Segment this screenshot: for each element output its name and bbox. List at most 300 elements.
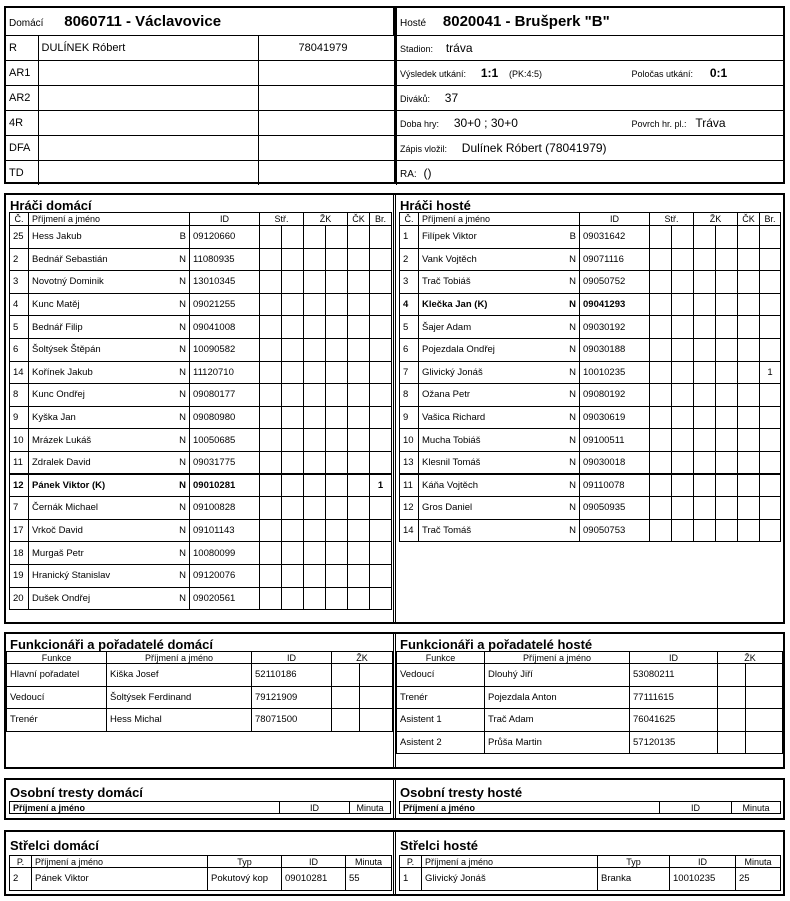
stat-cell <box>260 316 282 339</box>
player-goals <box>370 226 392 249</box>
zk-cell <box>718 731 746 754</box>
player-row <box>10 338 392 361</box>
player-row <box>10 519 392 542</box>
col-id: ID <box>670 856 736 868</box>
ra-label: RA: <box>400 168 417 180</box>
col-name: Příjmení a jméno <box>10 802 280 814</box>
spectators-label: Diváků: <box>400 93 431 104</box>
scorer-row <box>400 868 781 891</box>
stat-cell <box>326 542 348 565</box>
functionary-id: 52110186 <box>252 664 332 687</box>
functionary-name: Průša Martin <box>485 731 630 754</box>
home-players-title: Hráči domácí <box>10 198 92 213</box>
player-number: 8 <box>10 384 29 407</box>
player-type: N <box>556 519 580 542</box>
player-goals <box>760 406 781 429</box>
player-name: Murgaš Petr <box>29 542 166 565</box>
functionary-row <box>7 686 393 709</box>
player-id: 09080192 <box>580 384 650 407</box>
player-type: N <box>166 497 190 520</box>
stat-cell <box>282 587 304 610</box>
home-team: 8060711 - Václavovice <box>64 12 222 30</box>
player-number: 4 <box>10 293 29 316</box>
player-type: N <box>556 316 580 339</box>
player-name: Vrkoč David <box>29 519 166 542</box>
scorer-name: Glivický Jonáš <box>422 868 598 891</box>
functionary-name: Kiška Josef <box>107 664 252 687</box>
away-label: Hosté <box>400 17 427 29</box>
player-id: 09041293 <box>580 293 650 316</box>
player-id: 09030619 <box>580 406 650 429</box>
player-goals <box>370 361 392 384</box>
stat-cell <box>326 564 348 587</box>
player-number: 19 <box>10 564 29 587</box>
col-name: Příjmení a jméno <box>485 652 630 664</box>
col-name: Příjmení a jméno <box>400 802 660 814</box>
functionary-role: Asistent 2 <box>397 731 485 754</box>
stat-cell <box>304 293 326 316</box>
player-row <box>10 406 392 429</box>
stat-cell <box>694 226 716 249</box>
match-header <box>4 6 785 184</box>
col-id: ID <box>252 652 332 664</box>
player-number: 6 <box>10 338 29 361</box>
zk-cell <box>746 664 783 687</box>
player-number: 10 <box>400 429 419 452</box>
official-role: TD <box>6 160 38 185</box>
player-id: 09020561 <box>190 587 260 610</box>
stat-cell <box>694 497 716 520</box>
col-str: Stř. <box>260 213 304 226</box>
col-str: Stř. <box>650 213 694 226</box>
surface-label: Povrch hr. pl.: <box>631 118 687 129</box>
official-name <box>38 160 258 185</box>
stat-cell <box>348 226 370 249</box>
player-goals <box>370 316 392 339</box>
zk-cell <box>746 686 783 709</box>
official-id <box>258 85 394 110</box>
stat-cell <box>716 384 738 407</box>
player-id: 09100511 <box>580 429 650 452</box>
player-name: Černák Michael <box>29 497 166 520</box>
player-type: N <box>556 384 580 407</box>
stat-cell <box>348 316 370 339</box>
stat-cell <box>260 406 282 429</box>
player-number: 12 <box>400 497 419 520</box>
stat-cell <box>304 361 326 384</box>
stat-cell <box>260 587 282 610</box>
player-id: 09120076 <box>190 564 260 587</box>
scorer-type: Branka <box>598 868 670 891</box>
stat-cell <box>738 406 760 429</box>
scorer-p: 2 <box>10 868 32 891</box>
stat-cell <box>694 451 716 474</box>
col-zk: ŽK <box>718 652 783 664</box>
home-officials-table <box>6 8 394 185</box>
stat-cell <box>672 451 694 474</box>
player-row <box>10 474 392 497</box>
col-name: Příjmení a jméno <box>29 213 190 226</box>
col-minute: Minuta <box>346 856 392 868</box>
stat-cell <box>282 361 304 384</box>
stadium-value: tráva <box>445 40 473 55</box>
stat-cell <box>326 474 348 497</box>
stat-cell <box>282 564 304 587</box>
player-number: 14 <box>400 519 419 542</box>
col-id: ID <box>580 213 650 226</box>
stat-cell <box>326 497 348 520</box>
official-role: 4R <box>6 110 38 135</box>
player-number: 11 <box>400 474 419 497</box>
player-type: N <box>166 519 190 542</box>
official-name <box>38 110 258 135</box>
stat-cell <box>716 406 738 429</box>
stat-cell <box>260 226 282 249</box>
away-penalties-table <box>399 801 781 814</box>
col-minute: Minuta <box>350 802 391 814</box>
stat-cell <box>260 474 282 497</box>
away-scorers-title: Střelci hosté <box>400 838 479 853</box>
player-type: N <box>556 406 580 429</box>
official-role: AR1 <box>6 60 38 85</box>
functionary-id: 76041625 <box>630 709 718 732</box>
stat-cell <box>304 248 326 271</box>
away-players-title: Hráči hosté <box>400 198 471 213</box>
official-id <box>258 160 394 185</box>
player-name: Bednář Sebastián <box>29 248 166 271</box>
player-goals <box>370 248 392 271</box>
stat-cell <box>348 587 370 610</box>
player-row <box>10 384 392 407</box>
stat-cell <box>348 271 370 294</box>
stat-cell <box>672 248 694 271</box>
stat-cell <box>304 564 326 587</box>
stat-cell <box>738 271 760 294</box>
penalties-section <box>4 778 785 820</box>
stat-cell <box>326 451 348 474</box>
scorer-id: 09010281 <box>282 868 346 891</box>
col-p: P. <box>400 856 422 868</box>
player-goals <box>760 451 781 474</box>
official-row <box>6 110 394 135</box>
official-role: AR2 <box>6 85 38 110</box>
stat-cell <box>694 361 716 384</box>
duration-value: 30+0 ; 30+0 <box>453 115 518 130</box>
stat-cell <box>282 271 304 294</box>
functionary-name: Šoltýsek Ferdinand <box>107 686 252 709</box>
stat-cell <box>672 384 694 407</box>
stat-cell <box>716 361 738 384</box>
player-row <box>400 519 781 542</box>
col-id: ID <box>660 802 732 814</box>
player-type: N <box>166 542 190 565</box>
player-goals <box>760 226 781 249</box>
stat-cell <box>694 248 716 271</box>
player-type: N <box>166 406 190 429</box>
official-name: DULÍNEK Róbert <box>38 35 258 60</box>
player-type: N <box>556 271 580 294</box>
player-goals <box>760 316 781 339</box>
stat-cell <box>304 451 326 474</box>
player-row <box>10 271 392 294</box>
stat-cell <box>738 384 760 407</box>
home-functionaries-table <box>6 651 393 732</box>
player-goals: 1 <box>370 474 392 497</box>
player-type: N <box>166 361 190 384</box>
zk-cell <box>746 709 783 732</box>
functionary-row <box>397 664 783 687</box>
player-id: 09101143 <box>190 519 260 542</box>
player-id: 09030192 <box>580 316 650 339</box>
player-goals <box>370 293 392 316</box>
functionary-id: 53080211 <box>630 664 718 687</box>
player-row <box>10 542 392 565</box>
official-id: 78041979 <box>258 35 394 60</box>
player-row <box>10 587 392 610</box>
stat-cell <box>650 316 672 339</box>
away-penalties-title: Osobní tresty hosté <box>400 785 523 800</box>
stat-cell <box>672 316 694 339</box>
zk-cell <box>360 664 393 687</box>
player-row <box>10 451 392 474</box>
player-type: N <box>556 497 580 520</box>
result-label: Výsledek utkání: <box>400 68 467 79</box>
stat-cell <box>672 271 694 294</box>
stat-cell <box>738 248 760 271</box>
player-id: 09021255 <box>190 293 260 316</box>
scorer-p: 1 <box>400 868 422 891</box>
player-id: 10010235 <box>580 361 650 384</box>
col-no: Č. <box>400 213 419 226</box>
functionary-id: 57120135 <box>630 731 718 754</box>
player-id: 09080177 <box>190 384 260 407</box>
player-number: 9 <box>400 406 419 429</box>
player-row <box>400 361 781 384</box>
player-id: 09031775 <box>190 451 260 474</box>
stat-cell <box>694 271 716 294</box>
player-goals: 1 <box>760 361 781 384</box>
player-name: Gros Daniel <box>419 497 556 520</box>
stat-cell <box>282 519 304 542</box>
stat-cell <box>304 497 326 520</box>
stat-cell <box>326 429 348 452</box>
col-type: Typ <box>598 856 670 868</box>
player-id: 09041008 <box>190 316 260 339</box>
player-goals <box>370 338 392 361</box>
player-id: 11080935 <box>190 248 260 271</box>
stat-cell <box>738 338 760 361</box>
stat-cell <box>650 497 672 520</box>
zk-cell <box>360 686 393 709</box>
player-name: Filípek Viktor <box>419 226 556 249</box>
col-func: Funkce <box>397 652 485 664</box>
player-id: 09050753 <box>580 519 650 542</box>
player-type: N <box>556 361 580 384</box>
player-type: N <box>166 451 190 474</box>
functionary-name: Dlouhý Jiří <box>485 664 630 687</box>
ra-value: () <box>423 165 432 180</box>
stat-cell <box>650 474 672 497</box>
player-number: 3 <box>10 271 29 294</box>
stat-cell <box>260 271 282 294</box>
stat-cell <box>672 406 694 429</box>
stat-cell <box>694 293 716 316</box>
player-name: Kunc Matěj <box>29 293 166 316</box>
stat-cell <box>694 474 716 497</box>
stat-cell <box>716 338 738 361</box>
col-zk: ŽK <box>304 213 348 226</box>
home-label: Domácí <box>9 17 44 29</box>
stat-cell <box>694 316 716 339</box>
player-number: 13 <box>400 451 419 474</box>
functionary-row <box>7 664 393 687</box>
home-scorers-table <box>9 855 392 891</box>
stat-cell <box>260 497 282 520</box>
zk-cell <box>332 709 360 732</box>
official-name <box>38 135 258 160</box>
spectators-value: 37 <box>444 90 459 105</box>
player-name: Pojezdala Ondřej <box>419 338 556 361</box>
stat-cell <box>348 293 370 316</box>
player-number: 5 <box>10 316 29 339</box>
stat-cell <box>716 293 738 316</box>
col-id: ID <box>190 213 260 226</box>
player-type: N <box>556 429 580 452</box>
player-type: N <box>556 248 580 271</box>
away-functionaries-title: Funkcionáři a pořadatelé hosté <box>400 637 593 652</box>
home-penalties-title: Osobní tresty domácí <box>10 785 143 800</box>
scorer-minute: 55 <box>346 868 392 891</box>
zk-cell <box>718 686 746 709</box>
functionary-row <box>397 686 783 709</box>
functionary-id: 79121909 <box>252 686 332 709</box>
player-type: N <box>166 429 190 452</box>
stat-cell <box>304 271 326 294</box>
player-row <box>400 451 781 474</box>
stat-cell <box>282 406 304 429</box>
stat-cell <box>650 519 672 542</box>
zk-cell <box>718 664 746 687</box>
player-row <box>10 248 392 271</box>
player-row <box>10 429 392 452</box>
player-number: 20 <box>10 587 29 610</box>
stat-cell <box>716 271 738 294</box>
col-func: Funkce <box>7 652 107 664</box>
player-type: N <box>166 474 190 497</box>
stat-cell <box>282 293 304 316</box>
player-goals <box>370 519 392 542</box>
player-name: Mrázek Lukáš <box>29 429 166 452</box>
player-row <box>400 248 781 271</box>
scorers-section <box>4 830 785 896</box>
stat-cell <box>650 271 672 294</box>
player-goals <box>760 429 781 452</box>
stat-cell <box>282 248 304 271</box>
player-name: Káňa Vojtěch <box>419 474 556 497</box>
stat-cell <box>282 316 304 339</box>
official-row <box>6 35 394 60</box>
player-type: N <box>166 248 190 271</box>
stat-cell <box>672 519 694 542</box>
stat-cell <box>260 519 282 542</box>
stat-cell <box>716 497 738 520</box>
stat-cell <box>326 406 348 429</box>
player-number: 11 <box>10 451 29 474</box>
col-name: Příjmení a jméno <box>107 652 252 664</box>
stat-cell <box>326 338 348 361</box>
entered-value: Dulínek Róbert (78041979) <box>461 140 607 155</box>
stat-cell <box>716 429 738 452</box>
stat-cell <box>348 451 370 474</box>
stat-cell <box>326 316 348 339</box>
stat-cell <box>326 361 348 384</box>
stat-cell <box>260 361 282 384</box>
col-ck: ČK <box>348 213 370 226</box>
functionary-name: Trač Adam <box>485 709 630 732</box>
stat-cell <box>716 451 738 474</box>
stat-cell <box>672 429 694 452</box>
player-id: 09050935 <box>580 497 650 520</box>
stat-cell <box>738 226 760 249</box>
player-name: Ožana Petr <box>419 384 556 407</box>
player-type: N <box>166 384 190 407</box>
away-functionaries-table <box>396 651 783 754</box>
stat-cell <box>672 293 694 316</box>
functionary-row <box>397 731 783 754</box>
scorer-row <box>10 868 392 891</box>
stat-cell <box>326 271 348 294</box>
player-id: 09120660 <box>190 226 260 249</box>
stat-cell <box>304 316 326 339</box>
stat-cell <box>650 406 672 429</box>
official-role: DFA <box>6 135 38 160</box>
player-number: 25 <box>10 226 29 249</box>
official-role: R <box>6 35 38 60</box>
col-no: Č. <box>10 213 29 226</box>
player-name: Mucha Tobiáš <box>419 429 556 452</box>
player-number: 3 <box>400 271 419 294</box>
functionary-name: Pojezdala Anton <box>485 686 630 709</box>
functionary-name: Hess Michal <box>107 709 252 732</box>
player-row <box>10 226 392 249</box>
player-row <box>400 338 781 361</box>
player-goals <box>760 384 781 407</box>
scorer-type: Pokutový kop <box>208 868 282 891</box>
stat-cell <box>348 497 370 520</box>
player-id: 09050752 <box>580 271 650 294</box>
player-row <box>10 497 392 520</box>
player-id: 09010281 <box>190 474 260 497</box>
stat-cell <box>348 406 370 429</box>
stat-cell <box>326 587 348 610</box>
player-type: N <box>166 564 190 587</box>
col-br: Br. <box>370 213 392 226</box>
scorer-minute: 25 <box>736 868 781 891</box>
home-functionaries-title: Funkcionáři a pořadatelé domácí <box>10 637 213 652</box>
stat-cell <box>304 474 326 497</box>
stat-cell <box>672 497 694 520</box>
stat-cell <box>282 338 304 361</box>
stat-cell <box>260 338 282 361</box>
stat-cell <box>260 564 282 587</box>
stat-cell <box>348 542 370 565</box>
player-row <box>400 429 781 452</box>
official-row <box>6 60 394 85</box>
player-name: Kořínek Jakub <box>29 361 166 384</box>
player-number: 18 <box>10 542 29 565</box>
player-goals <box>760 519 781 542</box>
player-number: 5 <box>400 316 419 339</box>
